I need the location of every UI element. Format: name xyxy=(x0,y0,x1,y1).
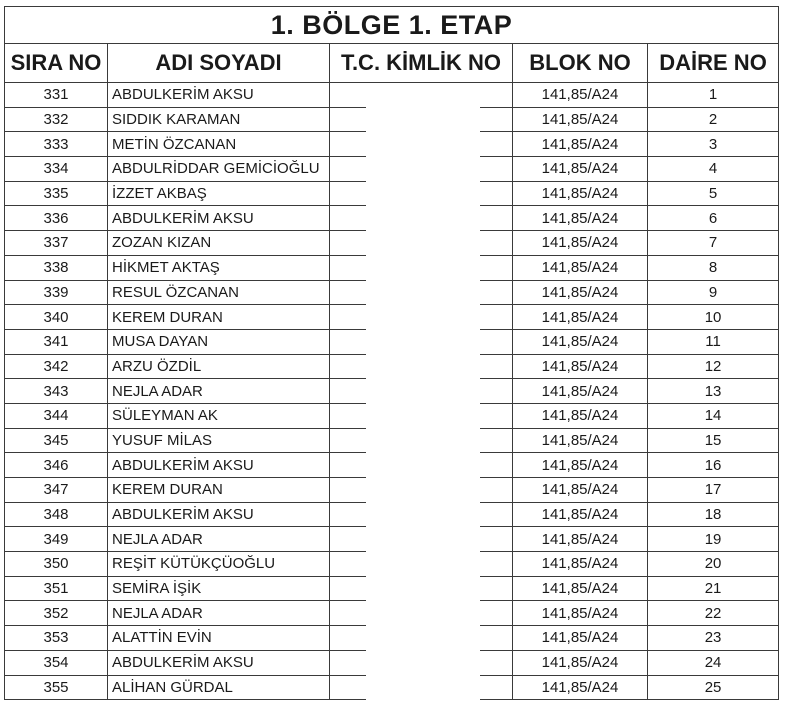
cell-daire-no: 17 xyxy=(648,478,779,503)
cell-blok-no: 141,85/A24 xyxy=(513,453,648,478)
cell-sira-no: 349 xyxy=(5,527,108,552)
cell-blok-no: 141,85/A24 xyxy=(513,329,648,354)
cell-blok-no: 141,85/A24 xyxy=(513,675,648,700)
cell-sira-no: 333 xyxy=(5,132,108,157)
cell-sira-no: 338 xyxy=(5,255,108,280)
cell-sira-no: 334 xyxy=(5,157,108,182)
cell-daire-no: 20 xyxy=(648,552,779,577)
cell-blok-no: 141,85/A24 xyxy=(513,601,648,626)
cell-adi-soyadi: SEMİRA İŞİK xyxy=(108,576,330,601)
cell-sira-no: 345 xyxy=(5,428,108,453)
cell-blok-no: 141,85/A24 xyxy=(513,379,648,404)
cell-adi-soyadi: ABDULKERİM AKSU xyxy=(108,83,330,108)
cell-adi-soyadi: RESUL ÖZCANAN xyxy=(108,280,330,305)
cell-adi-soyadi: ABDULKERİM AKSU xyxy=(108,453,330,478)
cell-blok-no: 141,85/A24 xyxy=(513,132,648,157)
cell-daire-no: 23 xyxy=(648,626,779,651)
cell-adi-soyadi: NEJLA ADAR xyxy=(108,601,330,626)
cell-blok-no: 141,85/A24 xyxy=(513,107,648,132)
cell-daire-no: 22 xyxy=(648,601,779,626)
cell-adi-soyadi: NEJLA ADAR xyxy=(108,379,330,404)
cell-daire-no: 7 xyxy=(648,231,779,256)
cell-sira-no: 347 xyxy=(5,478,108,503)
cell-daire-no: 5 xyxy=(648,181,779,206)
cell-daire-no: 10 xyxy=(648,305,779,330)
cell-adi-soyadi: SÜLEYMAN AK xyxy=(108,403,330,428)
cell-adi-soyadi: ABDULKERİM AKSU xyxy=(108,206,330,231)
cell-daire-no: 13 xyxy=(648,379,779,404)
cell-daire-no: 2 xyxy=(648,107,779,132)
cell-sira-no: 352 xyxy=(5,601,108,626)
cell-sira-no: 344 xyxy=(5,403,108,428)
cell-sira-no: 335 xyxy=(5,181,108,206)
header-sira-no: SIRA NO xyxy=(5,44,108,83)
cell-sira-no: 348 xyxy=(5,502,108,527)
cell-daire-no: 24 xyxy=(648,650,779,675)
title-row xyxy=(5,7,779,44)
cell-daire-no: 14 xyxy=(648,403,779,428)
cell-daire-no: 6 xyxy=(648,206,779,231)
cell-sira-no: 354 xyxy=(5,650,108,675)
cell-sira-no: 339 xyxy=(5,280,108,305)
cell-blok-no: 141,85/A24 xyxy=(513,502,648,527)
cell-sira-no: 340 xyxy=(5,305,108,330)
cell-sira-no: 353 xyxy=(5,626,108,651)
cell-daire-no: 12 xyxy=(648,354,779,379)
table-title: 1. BÖLGE 1. ETAP xyxy=(5,7,779,44)
cell-sira-no: 336 xyxy=(5,206,108,231)
cell-adi-soyadi: İZZET AKBAŞ xyxy=(108,181,330,206)
cell-blok-no: 141,85/A24 xyxy=(513,552,648,577)
cell-blok-no: 141,85/A24 xyxy=(513,403,648,428)
cell-sira-no: 346 xyxy=(5,453,108,478)
cell-adi-soyadi: ZOZAN KIZAN xyxy=(108,231,330,256)
cell-sira-no: 337 xyxy=(5,231,108,256)
cell-sira-no: 351 xyxy=(5,576,108,601)
cell-adi-soyadi: ALİHAN GÜRDAL xyxy=(108,675,330,700)
header-tc-kimlik-no: T.C. KİMLİK NO xyxy=(330,44,513,83)
cell-adi-soyadi: SIDDIK KARAMAN xyxy=(108,107,330,132)
cell-blok-no: 141,85/A24 xyxy=(513,354,648,379)
cell-blok-no: 141,85/A24 xyxy=(513,305,648,330)
cell-adi-soyadi: KEREM DURAN xyxy=(108,478,330,503)
cell-sira-no: 331 xyxy=(5,83,108,108)
cell-daire-no: 3 xyxy=(648,132,779,157)
cell-adi-soyadi: KEREM DURAN xyxy=(108,305,330,330)
cell-daire-no: 15 xyxy=(648,428,779,453)
cell-sira-no: 355 xyxy=(5,675,108,700)
cell-adi-soyadi: YUSUF MİLAS xyxy=(108,428,330,453)
cell-blok-no: 141,85/A24 xyxy=(513,157,648,182)
header-row xyxy=(5,44,779,83)
cell-adi-soyadi: ABDULRİDDAR GEMİCİOĞLU xyxy=(108,157,330,182)
cell-daire-no: 16 xyxy=(648,453,779,478)
header-adi-soyadi: ADI SOYADI xyxy=(108,44,330,83)
cell-daire-no: 19 xyxy=(648,527,779,552)
cell-adi-soyadi: METİN ÖZCANAN xyxy=(108,132,330,157)
cell-blok-no: 141,85/A24 xyxy=(513,428,648,453)
redacted-tc-area xyxy=(366,86,480,712)
cell-daire-no: 21 xyxy=(648,576,779,601)
cell-adi-soyadi: MUSA DAYAN xyxy=(108,329,330,354)
cell-blok-no: 141,85/A24 xyxy=(513,576,648,601)
header-daire-no: DAİRE NO xyxy=(648,44,779,83)
cell-blok-no: 141,85/A24 xyxy=(513,255,648,280)
cell-blok-no: 141,85/A24 xyxy=(513,650,648,675)
cell-blok-no: 141,85/A24 xyxy=(513,231,648,256)
cell-adi-soyadi: ALATTİN EVİN xyxy=(108,626,330,651)
cell-adi-soyadi: HİKMET AKTAŞ xyxy=(108,255,330,280)
cell-daire-no: 25 xyxy=(648,675,779,700)
cell-daire-no: 4 xyxy=(648,157,779,182)
cell-adi-soyadi: REŞİT KÜTÜKÇÜOĞLU xyxy=(108,552,330,577)
cell-sira-no: 332 xyxy=(5,107,108,132)
cell-adi-soyadi: ARZU ÖZDİL xyxy=(108,354,330,379)
header-blok-no: BLOK NO xyxy=(513,44,648,83)
cell-blok-no: 141,85/A24 xyxy=(513,280,648,305)
cell-blok-no: 141,85/A24 xyxy=(513,527,648,552)
cell-blok-no: 141,85/A24 xyxy=(513,626,648,651)
cell-adi-soyadi: NEJLA ADAR xyxy=(108,527,330,552)
cell-blok-no: 141,85/A24 xyxy=(513,83,648,108)
cell-blok-no: 141,85/A24 xyxy=(513,206,648,231)
cell-blok-no: 141,85/A24 xyxy=(513,181,648,206)
cell-sira-no: 342 xyxy=(5,354,108,379)
cell-daire-no: 11 xyxy=(648,329,779,354)
cell-adi-soyadi: ABDULKERİM AKSU xyxy=(108,502,330,527)
cell-daire-no: 8 xyxy=(648,255,779,280)
cell-sira-no: 343 xyxy=(5,379,108,404)
cell-sira-no: 341 xyxy=(5,329,108,354)
cell-adi-soyadi: ABDULKERİM AKSU xyxy=(108,650,330,675)
cell-blok-no: 141,85/A24 xyxy=(513,478,648,503)
cell-daire-no: 1 xyxy=(648,83,779,108)
cell-daire-no: 18 xyxy=(648,502,779,527)
cell-daire-no: 9 xyxy=(648,280,779,305)
cell-sira-no: 350 xyxy=(5,552,108,577)
